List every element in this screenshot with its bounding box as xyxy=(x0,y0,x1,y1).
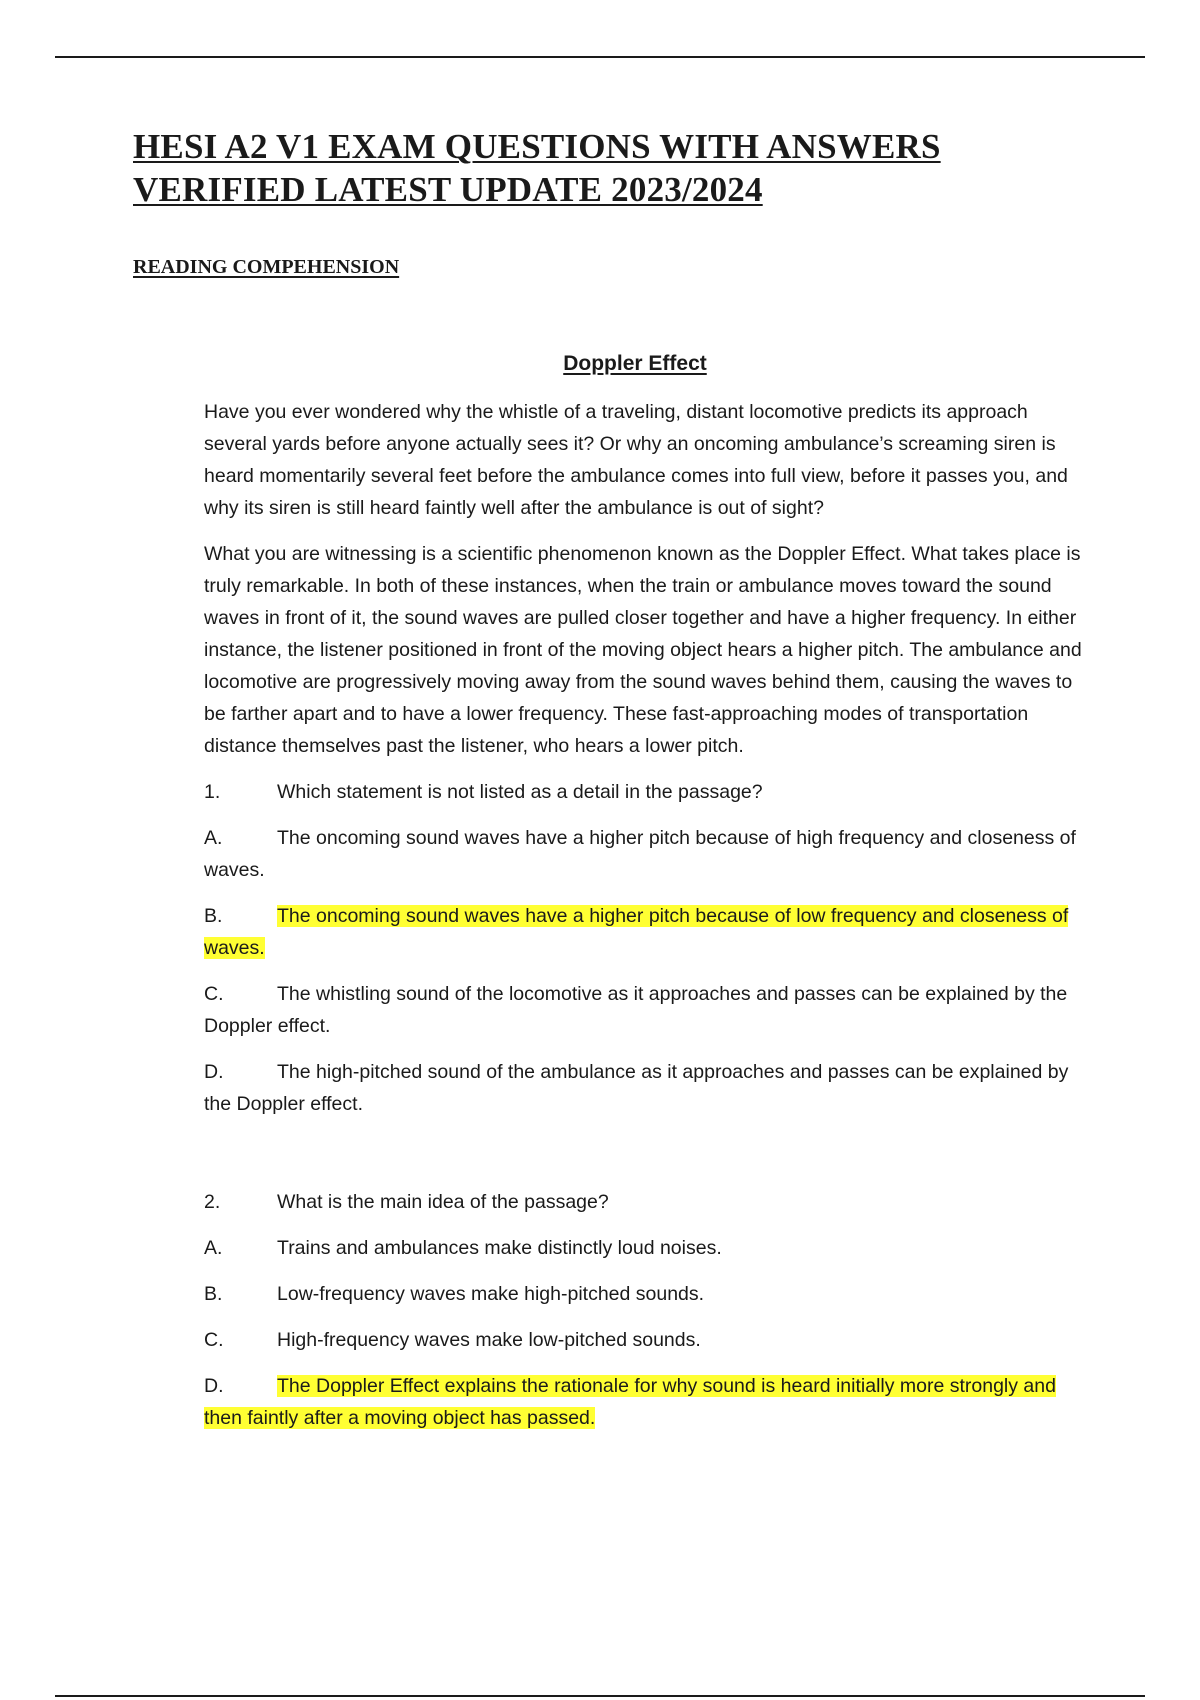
option-letter: B. xyxy=(204,1283,223,1305)
option-letter: D. xyxy=(204,1375,224,1397)
section-heading: READING COMPEHENSION xyxy=(133,256,400,278)
document-title xyxy=(133,125,1033,211)
top-rule xyxy=(55,56,1145,58)
option-text: The high-pitched sound of the ambulance as it approaches and passes can be explained by the Doppler effect. xyxy=(204,1061,1069,1115)
option-text-highlighted-answer: The oncoming sound waves have a higher pitch because of low frequency and closeness of waves. xyxy=(204,905,1069,959)
option-text: High-frequency waves make low-pitched sounds. xyxy=(277,1329,701,1351)
option-letter: C. xyxy=(204,1329,224,1351)
question-2-option-d xyxy=(204,1370,1084,1434)
spacer xyxy=(204,1134,1084,1186)
question-2-option-b xyxy=(204,1278,1084,1310)
question-1-text: Which statement is not listed as a detail in the passage? xyxy=(277,781,763,803)
question-1-option-c xyxy=(204,978,1084,1042)
option-text: The whistling sound of the locomotive as it approaches and passes can be explained by the Doppler effect. xyxy=(204,983,1068,1037)
passage-paragraph-1: Have you ever wondered why the whistle of a traveling, distant locomotive predicts its approach several yards before anyone actually sees it? Or why an oncoming ambulance’s screaming siren is heard momentarily several feet before the ambulance comes into full view, before it passes you, and why its siren is still heard faintly well after the ambulance is out of sight? xyxy=(204,401,1068,519)
question-1-option-d xyxy=(204,1056,1084,1120)
question-2-option-c xyxy=(204,1324,1084,1356)
option-text-highlighted-answer: The Doppler Effect explains the rationale for why sound is heard initially more strongly and then faintly after a moving object has passed. xyxy=(204,1375,1056,1429)
question-1-number: 1. xyxy=(204,781,221,803)
option-text: Trains and ambulances make distinctly loud noises. xyxy=(277,1237,722,1259)
question-1-option-b xyxy=(204,900,1084,964)
option-letter: D. xyxy=(204,1061,224,1083)
passage-title: Doppler Effect xyxy=(563,352,707,375)
question-2 xyxy=(204,1186,1084,1218)
passage-paragraph-2: What you are witnessing is a scientific phenomenon known as the Doppler Effect. What takes place is truly remarkable. In both of these instances, when the train or ambulance moves toward the sound waves in front of it, the sound waves are pulled closer together and have a higher frequency. In either instance, the listener positioned in front of the moving object hears a higher pitch. The ambulance and locomotive are progressively moving away from the sound waves behind them, causing the waves to be farther apart and to have a lower frequency. These fast-approaching modes of transportation distance themselves past the listener, who hears a lower pitch. xyxy=(204,543,1082,757)
question-1-option-a xyxy=(204,822,1084,886)
option-text: Low-frequency waves make high-pitched sounds. xyxy=(277,1283,705,1305)
bottom-rule xyxy=(55,1695,1145,1697)
question-1 xyxy=(204,776,1084,808)
option-letter: A. xyxy=(204,1237,223,1259)
option-letter: B. xyxy=(204,905,223,927)
option-letter: A. xyxy=(204,827,223,849)
question-2-text: What is the main idea of the passage? xyxy=(277,1191,609,1213)
question-2-option-a xyxy=(204,1232,1084,1264)
question-2-number: 2. xyxy=(204,1191,221,1213)
document-body xyxy=(204,396,1084,1448)
option-letter: C. xyxy=(204,983,224,1005)
document-title-line-2: VERIFIED LATEST UPDATE 2023/2024 xyxy=(133,170,763,209)
option-text: The oncoming sound waves have a higher pitch because of high frequency and closeness of waves. xyxy=(204,827,1076,881)
document-title-line-1: HESI A2 V1 EXAM QUESTIONS WITH ANSWERS xyxy=(133,127,941,166)
